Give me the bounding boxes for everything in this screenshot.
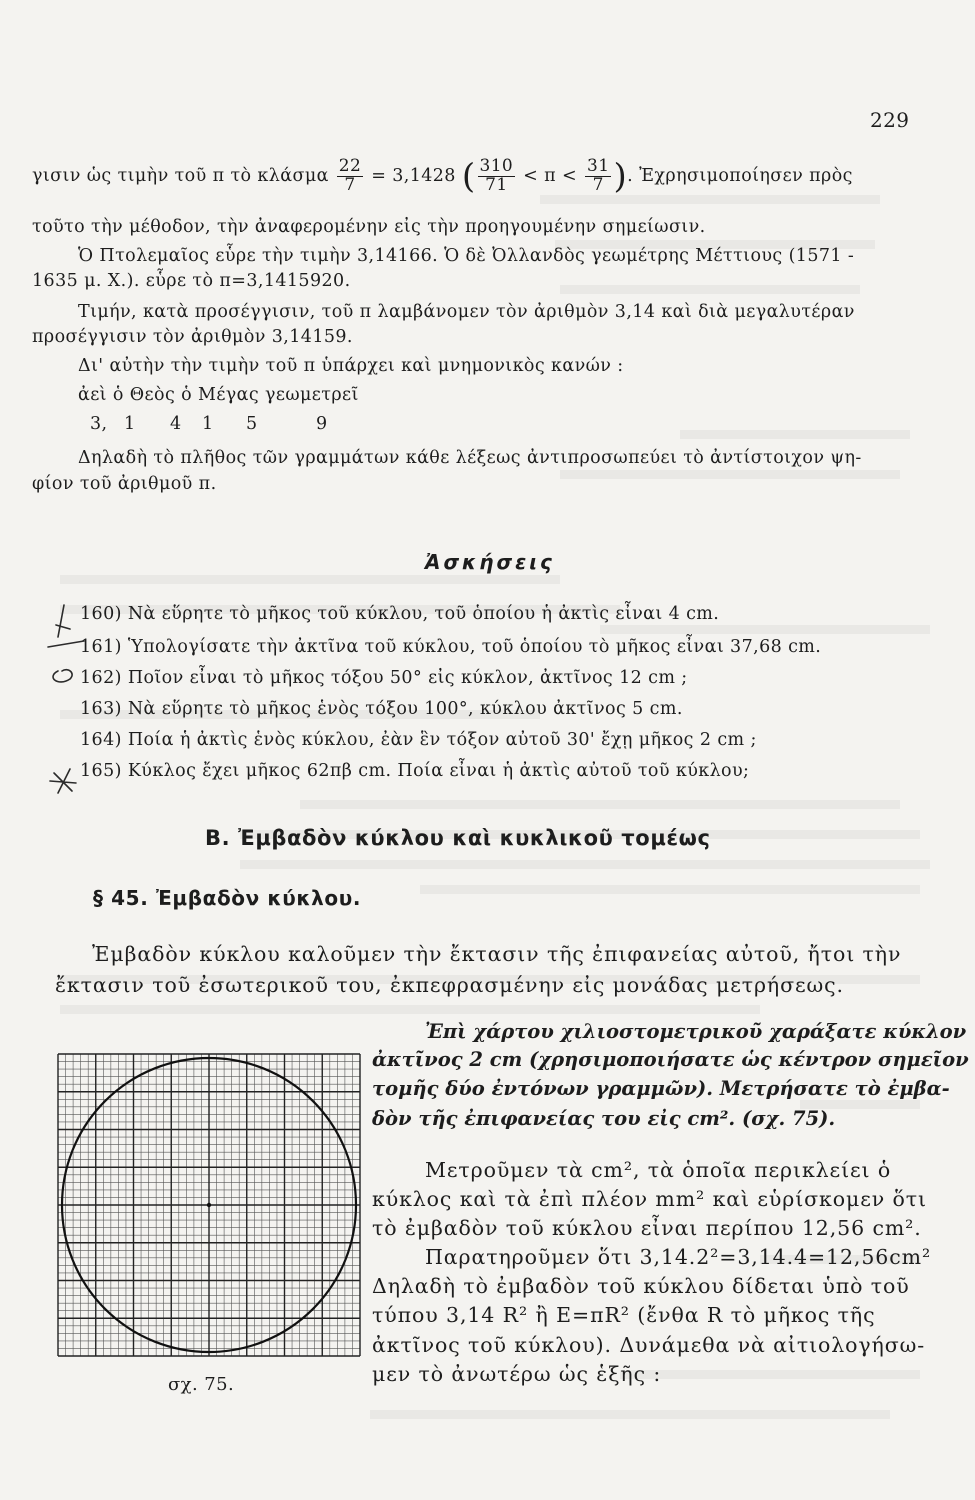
- instruction-line-2: ἀκτῖνος 2 cm (χρησιμοποιήσατε ὡς κέντρον σημεῖον: [372, 1048, 969, 1071]
- inequality-pi: < π <: [523, 165, 578, 186]
- explanation-line-8: μεν τὸ ἀνωτέρω ὡς ἑξῆς :: [372, 1362, 662, 1386]
- digit: 1: [124, 414, 136, 434]
- exercise-item: [80, 761, 749, 781]
- intro-line-5: Τιμήν, κατὰ προσέγγισιν, τοῦ π λαμβάνομεν τὸν ἀριθμὸν 3,14 καὶ διὰ μεγαλυτέραν: [78, 302, 855, 322]
- explanation-line-1: Μετροῦμεν τὰ cm², τὰ ὁποῖα περικλείει ὁ: [425, 1158, 892, 1182]
- figure-caption: σχ. 75.: [168, 1374, 235, 1395]
- instruction-line-3: τομῆς δύο ἐντόνων γραμμῶν). Μετρήσατε τὸ ἐμβα-: [372, 1077, 950, 1100]
- exercise-text: Ὑπολογίσατε τὴν ἀκτῖνα τοῦ κύκλου, τοῦ ὁποίου τὸ μῆκος εἶναι 37,68 cm.: [127, 637, 822, 657]
- digit: 5: [246, 414, 258, 434]
- exercise-number: 163): [80, 699, 122, 719]
- section-title: Β. Ἐμβαδὸν κύκλου καὶ κυκλικοῦ τομέως: [205, 826, 711, 850]
- exercise-item: [80, 699, 683, 719]
- close-paren: ): [613, 156, 628, 197]
- digit: 3,: [90, 414, 108, 434]
- exercise-number: 164): [80, 730, 122, 750]
- subsection-title: § 45. Ἐμβαδὸν κύκλου.: [93, 886, 362, 910]
- circle-center-point: [207, 1203, 211, 1207]
- exercise-text: Ποῖον εἶναι τὸ μῆκος τόξου 50° εἰς κύκλον, ἀκτῖνος 12 cm ;: [127, 668, 688, 688]
- fraction-numerator: 31: [587, 156, 610, 176]
- exercise-text: Νὰ εὕρητε τὸ μῆκος ἑνὸς τόξου 100°, κύκλου ἀκτῖνος 5 cm.: [127, 699, 683, 719]
- exercise-text: Κύκλος ἔχει μῆκος 62πβ cm. Ποία εἶναι ἡ ἀκτὶς αὐτοῦ τοῦ κύκλου;: [127, 761, 750, 781]
- exercise-item: [80, 637, 821, 657]
- intro-line-4: 1635 μ. Χ.). εὗρε τὸ π=3,1415920.: [32, 271, 351, 291]
- open-paren: (: [461, 156, 476, 197]
- instruction-line-4: δὸν τῆς ἐπιφανείας του εἰς cm². (σχ. 75).: [372, 1107, 836, 1130]
- exercise-text: Νὰ εὕρητε τὸ μῆκος τοῦ κύκλου, τοῦ ὁποίου ἡ ἀκτὶς εἶναι 4 cm.: [127, 604, 720, 624]
- intro-line-3: Ὁ Πτολεμαῖος εὗρε τὴν τιμὴν 3,14166. Ὁ δὲ Ὀλλανδὸς γεωμέτρης Μέττιους (1571 -: [78, 246, 855, 266]
- explanation-line-6: τύπου 3,14 R² ἢ E=πR² (ἔνθα R τὸ μῆκος τῆς: [372, 1303, 876, 1327]
- exercise-number: 160): [80, 604, 122, 624]
- exercise-item: [80, 668, 688, 688]
- fraction-22-7: [337, 158, 363, 195]
- exercise-number: 161): [80, 637, 122, 657]
- intro-text-post: . Ἐχρησιμοποίησεν πρὸς: [627, 165, 853, 186]
- intro-equals-value: = 3,1428: [371, 165, 456, 186]
- instruction-line-1: Ἐπὶ χάρτου χιλιοστομετρικοῦ χαράξατε κύκλον: [425, 1020, 967, 1043]
- handwritten-marks-icon: [40, 595, 100, 800]
- fraction-denominator: 7: [592, 174, 604, 195]
- fraction-31-7: [585, 158, 611, 195]
- exercise-text: Ποία ἡ ἀκτὶς ἑνὸς κύκλου, ἐὰν ἓν τόξον αὐτοῦ 30' ἔχῃ μῆκος 2 cm ;: [127, 730, 757, 750]
- digit: 4: [170, 414, 182, 434]
- exercise-item: [80, 604, 719, 624]
- exercise-number: 165): [80, 761, 122, 781]
- explanation-line-2: κύκλος καὶ τὰ ἐπὶ πλέον mm² καὶ εὑρίσκομεν ὅτι: [372, 1187, 927, 1211]
- explanation-line-3: τὸ ἐμβαδὸν τοῦ κύκλου εἶναι περίπου 12,56 cm².: [372, 1216, 922, 1240]
- digit: 9: [316, 414, 328, 434]
- millimetre-grid-figure: [56, 1052, 362, 1358]
- mnemonic-phrase: ἀεὶ ὁ Θεὸς ὁ Μέγας γεωμετρεῖ: [78, 385, 359, 405]
- intro-line-6: προσέγγισιν τὸν ἀριθμὸν 3,14159.: [32, 327, 353, 347]
- intro-line-11: φίον τοῦ ἀριθμοῦ π.: [32, 474, 217, 494]
- intro-text-pre: γισιν ὡς τιμὴν τοῦ π τὸ κλάσμα: [32, 165, 329, 186]
- explanation-line-7: ἀκτῖνος τοῦ κύκλου). Δυνάμεθα νὰ αἰτιολογήσω-: [372, 1333, 926, 1357]
- page-number: 229: [870, 108, 910, 132]
- intro-line-2: τοῦτο τὴν μέθοδον, τὴν ἀναφερομένην εἰς τὴν προηγουμένην σημείωσιν.: [32, 217, 706, 237]
- exercise-number: 162): [80, 668, 122, 688]
- digit: 1: [202, 414, 214, 434]
- intro-line-fraction: [32, 158, 853, 195]
- intro-line-7: Δι' αὐτὴν τὴν τιμὴν τοῦ π ὑπάρχει καὶ μνημονικὸς κανών :: [78, 356, 624, 376]
- intro-line-10: Δηλαδὴ τὸ πλῆθος τῶν γραμμάτων κάθε λέξεως ἀντιπροσωπεύει τὸ ἀντίστοιχον ψη-: [78, 448, 862, 468]
- definition-line-2: ἔκτασιν τοῦ ἐσωτερικοῦ του, ἐκπεφρασμένην εἰς μονάδας μετρήσεως.: [55, 973, 844, 997]
- fraction-denominator: 7: [344, 174, 356, 195]
- definition-line-1: Ἐμβαδὸν κύκλου καλοῦμεν τὴν ἔκτασιν τῆς ἐπιφανείας αὐτοῦ, ἤτοι τὴν: [92, 942, 902, 966]
- exercises-title: Ἀσκήσεις: [425, 550, 555, 574]
- fraction-numerator: 22: [338, 156, 362, 176]
- exercise-item: [80, 730, 757, 750]
- fraction-denominator: 71: [485, 174, 508, 195]
- explanation-line-4: Παρατηροῦμεν ὅτι 3,14.2²=3,14.4=12,56cm²: [425, 1245, 932, 1269]
- fraction-310-71: [478, 158, 516, 195]
- fraction-numerator: 310: [479, 156, 514, 176]
- explanation-line-5: Δηλαδὴ τὸ ἐμβαδὸν τοῦ κύκλου δίδεται ὑπὸ τοῦ: [372, 1274, 910, 1298]
